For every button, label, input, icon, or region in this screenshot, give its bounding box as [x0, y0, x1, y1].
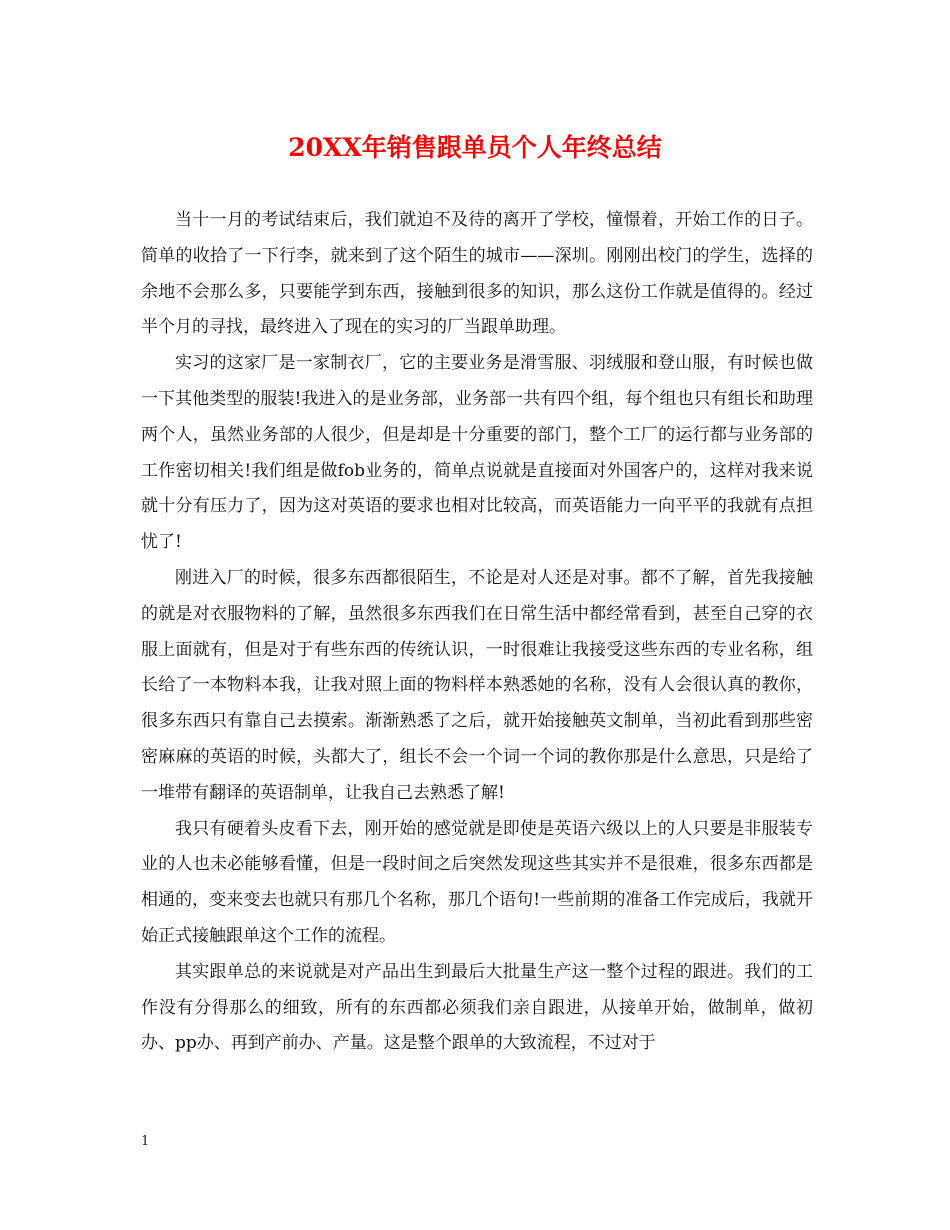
- paragraph-2: 实习的这家厂是一家制衣厂，它的主要业务是滑雪服、羽绒服和登山服，有时候也做一下其他类型的服装!我进入的是业务部，业务部一共有四个组，每个组也只有组长和助理两个人，虽然业务部的人很少，但是却是十分重要的部门，整个工厂的运行都与业务部的工作密切相关!我们组是做fob业务的，简单点说就是直接面对外国客户的，这样对我来说就十分有压力了，因为这对英语的要求也相对比较高，而英语能力一向平平的我就有点担忧了!: [141, 353, 813, 553]
- paragraph-1: 当十一月的考试结束后，我们就迫不及待的离开了学校，憧憬着，开始工作的日子。简单的收拾了一下行李，就来到了这个陌生的城市——深圳。刚刚出校门的学生，选择的余地不会那么多，只要能学到东西，接触到很多的知识，那么这份工作就是值得的。经过半个月的寻找，最终进入了现在的实习的厂当跟单助理。: [141, 210, 813, 338]
- document-title: 20XX年销售跟单员个人年终总结: [288, 133, 662, 162]
- document-body: [141, 203, 813, 1062]
- paragraph-3: 刚进入厂的时候，很多东西都很陌生，不论是对人还是对事。都不了解，首先我接触的就是对衣服物料的了解，虽然很多东西我们在日常生活中都经常看到，甚至自己穿的衣服上面就有，但是对于有些东西的传统认识，一时很难让我接受这些东西的专业名称，组长给了一本物料本我，让我对照上面的物料样本熟悉她的名称，没有人会很认真的教你，很多东西只有靠自己去摸索。渐渐熟悉了之后，就开始接触英文制单，当初此看到那些密密麻麻的英语的时候，头都大了，组长不会一个词一个词的教你那是什么意思，只是给了一堆带有翻译的英语制单，让我自己去熟悉了解!: [141, 567, 813, 803]
- paragraph-5: 其实跟单总的来说就是对产品出生到最后大批量生产这一整个过程的跟进。我们的工作没有分得那么的细致，所有的东西都必须我们亲自跟进，从接单开始，做制单，做初办、pp办、再到产前办、产量。这是整个跟单的大致流程，不过对于: [141, 961, 813, 1054]
- page-number: 1: [141, 1134, 150, 1149]
- paragraph-4: 我只有硬着头皮看下去，刚开始的感觉就是即使是英语六级以上的人只要是非服装专业的人也未必能够看懂，但是一段时间之后突然发现这些其实并不是很难，很多东西都是相通的，变来变去也就只有那几个名称，那几个语句!一些前期的准备工作完成后，我就开始正式接触跟单这个工作的流程。: [141, 818, 813, 946]
